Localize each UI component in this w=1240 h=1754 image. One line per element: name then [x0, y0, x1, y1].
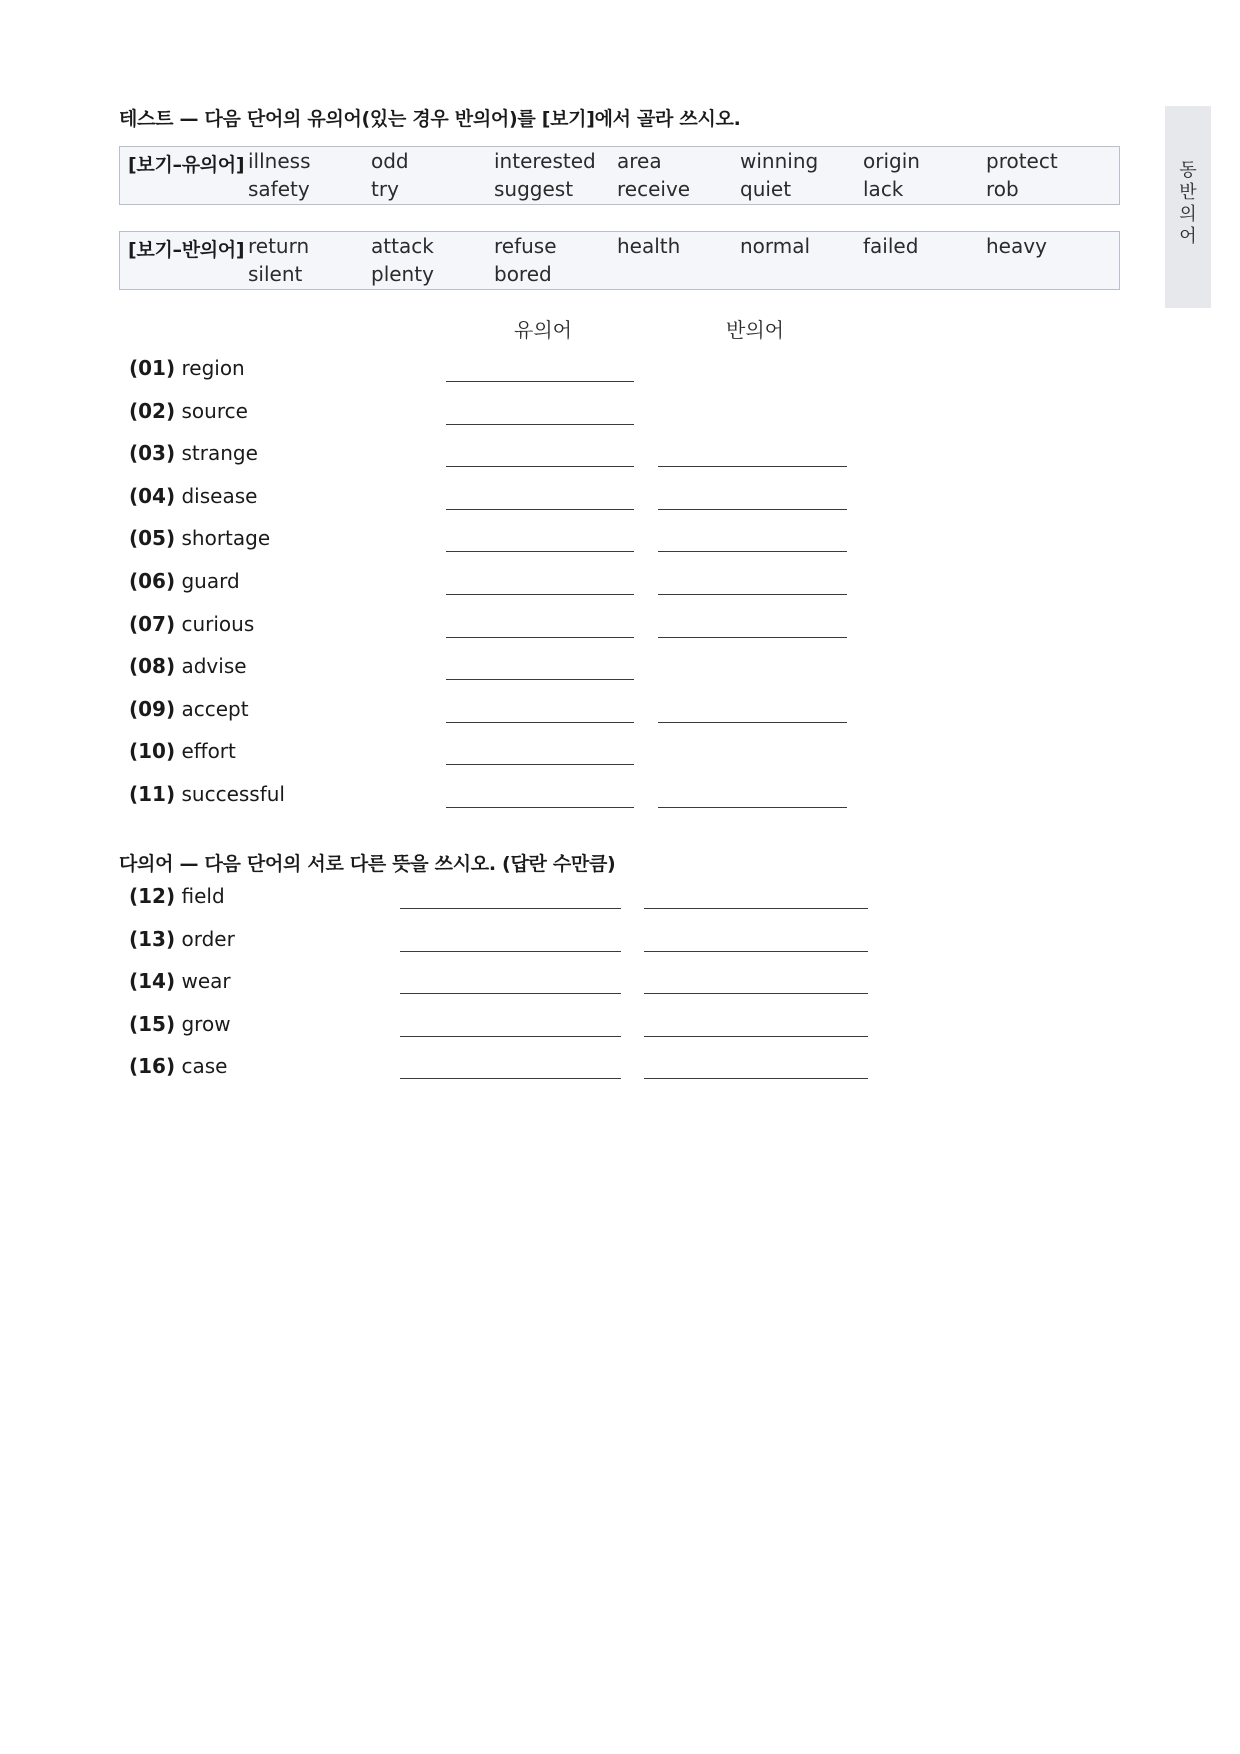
- question-number: (03): [129, 441, 176, 466]
- question-word: successful: [175, 782, 285, 806]
- synonym-answer-blank[interactable]: [446, 764, 634, 765]
- synonym-box-word: quiet: [740, 177, 792, 201]
- question-number: (01): [129, 356, 176, 380]
- question-number: (14): [129, 969, 176, 994]
- question-word: guard: [175, 569, 240, 593]
- antonym-answer-blank[interactable]: [658, 722, 847, 723]
- meaning-answer-blank[interactable]: [644, 908, 868, 909]
- synonym-box-word: safety: [248, 177, 310, 201]
- antonym-box-word: failed: [863, 234, 919, 258]
- question-word: effort: [175, 739, 236, 764]
- meaning-answer-blank[interactable]: [400, 993, 621, 994]
- antonym-box-word: attack: [371, 234, 434, 258]
- question-item: [129, 782, 285, 806]
- antonym-word-box: [119, 231, 1120, 290]
- question-item: [129, 526, 270, 550]
- polysemy-item: [129, 969, 231, 993]
- synonym-answer-blank[interactable]: [446, 722, 634, 723]
- antonym-answer-blank[interactable]: [658, 807, 847, 808]
- meaning-answer-blank[interactable]: [644, 1078, 868, 1079]
- synonym-answer-blank[interactable]: [446, 466, 634, 467]
- synonym-box-word: lack: [863, 177, 904, 201]
- question-item: [129, 697, 249, 721]
- antonym-answer-blank[interactable]: [658, 551, 847, 552]
- question-number: (11): [129, 782, 176, 806]
- meaning-answer-blank[interactable]: [400, 1036, 621, 1037]
- antonym-box-label: [보기–반의어]: [128, 239, 245, 261]
- synonym-box-word: origin: [863, 149, 920, 173]
- antonym-box-word: health: [617, 234, 681, 258]
- question-number: (15): [129, 1011, 176, 1036]
- question-item: [129, 569, 240, 593]
- question-word: curious: [175, 611, 255, 636]
- question-item: [129, 356, 245, 380]
- question-number: (06): [129, 569, 176, 593]
- question-item: [129, 612, 254, 636]
- synonym-answer-blank[interactable]: [446, 637, 634, 638]
- side-tab-label: 동 반 의 어: [1179, 160, 1197, 247]
- question-word: order: [175, 926, 235, 951]
- question-number: (10): [129, 739, 176, 764]
- synonym-answer-blank[interactable]: [446, 594, 634, 595]
- polysemy-item: [129, 884, 225, 908]
- question-number: (07): [129, 611, 176, 636]
- question-word: disease: [175, 483, 258, 508]
- meaning-answer-blank[interactable]: [644, 993, 868, 994]
- question-word: advise: [175, 654, 247, 679]
- antonym-column-header: 반의어: [726, 318, 784, 342]
- synonym-column-header: 유의어: [514, 318, 572, 342]
- question-number: (05): [129, 526, 176, 551]
- question-word: source: [175, 398, 248, 423]
- question-word: grow: [175, 1011, 231, 1036]
- question-number: (08): [129, 654, 176, 679]
- question-item: [129, 739, 236, 763]
- antonym-box-word: silent: [248, 262, 303, 286]
- antonym-box-word: heavy: [986, 234, 1047, 258]
- synonym-box-word: rob: [986, 177, 1019, 201]
- synonym-box-word: area: [617, 149, 662, 173]
- question-item: [129, 484, 257, 508]
- question-number: (04): [129, 483, 176, 508]
- question-number: (02): [129, 398, 176, 423]
- question-item: [129, 654, 247, 678]
- question-number: (13): [129, 926, 176, 951]
- question-number: (12): [129, 884, 176, 908]
- synonym-answer-blank[interactable]: [446, 551, 634, 552]
- synonym-box-word: interested: [494, 149, 596, 173]
- polysemy-section-title: 다의어 — 다음 단어의 서로 다른 뜻을 쓰시오. (답란 수만큼): [119, 853, 616, 875]
- meaning-answer-blank[interactable]: [400, 908, 621, 909]
- synonym-box-word: receive: [617, 177, 691, 201]
- question-word: field: [175, 884, 225, 908]
- synonym-answer-blank[interactable]: [446, 509, 634, 510]
- question-item: [129, 441, 258, 465]
- question-word: shortage: [175, 526, 271, 551]
- question-word: strange: [175, 441, 258, 466]
- synonym-answer-blank[interactable]: [446, 381, 634, 382]
- polysemy-item: [129, 1012, 231, 1036]
- antonym-answer-blank[interactable]: [658, 594, 847, 595]
- antonym-answer-blank[interactable]: [658, 466, 847, 467]
- synonym-box-label: [보기–유의어]: [128, 154, 245, 176]
- antonym-box-word: bored: [494, 262, 552, 286]
- question-number: (16): [129, 1054, 176, 1079]
- synonym-box-word: illness: [248, 149, 311, 173]
- synonym-box-word: odd: [371, 149, 409, 173]
- antonym-box-word: normal: [740, 234, 811, 258]
- synonym-box-word: protect: [986, 149, 1058, 173]
- synonym-box-word: suggest: [494, 177, 574, 201]
- meaning-answer-blank[interactable]: [644, 1036, 868, 1037]
- antonym-box-word: return: [248, 234, 310, 258]
- side-tab: [1165, 106, 1211, 308]
- question-number: (09): [129, 696, 176, 721]
- synonym-box-word: try: [371, 177, 399, 201]
- question-item: [129, 399, 248, 423]
- synonym-box-word: winning: [740, 149, 819, 173]
- antonym-box-word: refuse: [494, 234, 557, 258]
- question-word: case: [175, 1054, 228, 1079]
- synonym-answer-blank[interactable]: [446, 807, 634, 808]
- test-title: 테스트 — 다음 단어의 유의어(있는 경우 반의어)를 [보기]에서 골라 쓰시오.: [119, 108, 741, 130]
- question-word: accept: [175, 696, 249, 721]
- polysemy-item: [129, 927, 235, 951]
- meaning-answer-blank[interactable]: [400, 951, 621, 952]
- synonym-word-box: [119, 146, 1120, 205]
- synonym-answer-blank[interactable]: [446, 679, 634, 680]
- question-word: region: [175, 356, 245, 380]
- antonym-answer-blank[interactable]: [658, 509, 847, 510]
- synonym-answer-blank[interactable]: [446, 424, 634, 425]
- meaning-answer-blank[interactable]: [644, 951, 868, 952]
- polysemy-item: [129, 1054, 227, 1078]
- meaning-answer-blank[interactable]: [400, 1078, 621, 1079]
- question-word: wear: [175, 969, 231, 994]
- antonym-box-word: plenty: [371, 262, 434, 286]
- antonym-answer-blank[interactable]: [658, 637, 847, 638]
